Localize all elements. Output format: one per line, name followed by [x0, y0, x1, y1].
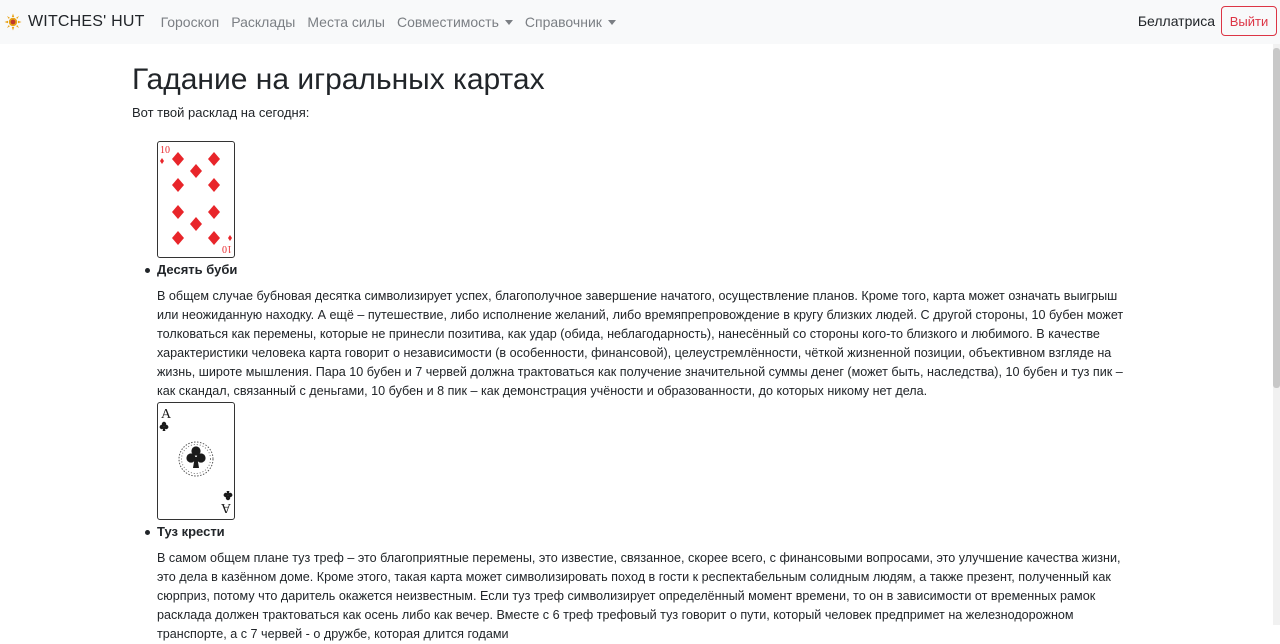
page-scrollbar[interactable] — [1273, 44, 1280, 625]
ace-of-clubs-svg — [158, 403, 234, 519]
card-rank-bottom: A — [220, 500, 231, 515]
caret-down-icon — [608, 20, 616, 25]
scrollbar-thumb[interactable] — [1273, 48, 1280, 388]
card-description: В общем случае бубновая десятка символизирует успех, благополучное завершение начатого, осуществление планов. Кроме того, карта может означать выигрыш или неожиданную находку. А ещё – путешествие, либо исполнение желаний, либо времяпрепровождение в кругу близких людей. С другой стороны, 10 бубен может толковаться как перемены, которые не принесли позитива, как удар (обида, неблагодарность), нанесённый со стороны кого-то близкого и любимого. В качестве характеристики человека карта говорит о независимости (в особенности, финансовой), целеустремлённости, чёткой жизненной позиции, объективном взгляде на жизнь, широте мышления. Пара 10 бубен и 7 червей должна трактоваться как получение значительной суммы денег (может быть, наследства), 10 бубен и туз пик – как скандал, связанный с деньгами, 10 бубен и 8 пик – как демонстрация учёности и образованности, до которых никому нет дела. — [157, 289, 1124, 398]
nav-horoscope-label: Гороскоп — [160, 14, 220, 30]
nav-horoscope[interactable] — [155, 14, 226, 30]
main-content — [132, 44, 1142, 644]
card-rank-top: 10 — [160, 145, 170, 156]
diamond-icon — [172, 205, 184, 219]
nav-reference-dropdown[interactable] — [519, 14, 622, 30]
page-title: Гадание на игральных картах — [132, 63, 545, 96]
diamond-icon — [172, 231, 184, 245]
sun-logo-icon — [4, 13, 22, 31]
caret-down-icon — [505, 20, 513, 25]
card-title: Туз крести — [157, 524, 1142, 540]
card-list — [132, 141, 1142, 644]
ten-of-diamonds-svg — [158, 142, 234, 257]
card-rank-top: A — [161, 407, 172, 422]
ace-of-clubs-card-image — [157, 402, 235, 520]
diamond-icon — [208, 152, 220, 166]
nav-compatibility-label: Совместимость — [396, 14, 499, 30]
club-icon — [224, 491, 233, 500]
nav-spreads-label: Расклады — [231, 14, 296, 30]
diamond-icon — [208, 205, 220, 219]
diamond-icon — [208, 231, 220, 245]
intro-text: Вот твой расклад на сегодня: — [132, 105, 310, 120]
nav-links — [155, 14, 622, 30]
diamond-icon — [172, 152, 184, 166]
brand-name: WITCHES' HUT — [28, 13, 145, 30]
logout-button[interactable]: Выйти — [1221, 6, 1277, 36]
club-icon — [186, 446, 205, 468]
card-rank-bottom: 10 — [222, 243, 232, 254]
top-navbar — [0, 0, 1280, 44]
card-title: Десять буби — [157, 262, 1142, 278]
diamond-icon — [190, 217, 202, 231]
diamond-icon — [208, 178, 220, 192]
club-icon — [160, 422, 169, 431]
nav-places-of-power[interactable] — [301, 14, 391, 30]
nav-places-label: Места силы — [307, 14, 385, 30]
card-description: В самом общем плане туз треф – это благоприятные перемены, это известие, связанное, скорее всего, с финансовыми вопросами, это улучшение качества жизни, это дела в казённом доме. Кроме этого, такая карта может символизировать поход в гости к респектабельным солидным людям, а также презент, полученный как сюрприз, потому что даритель окажется неизвестным. Если туз треф символизирует определённый момент времени, то он в зависимости от временных рамок расклада должен трактоваться как осень либо как вечер. Вместе с 6 треф трефовый туз говорит о пути, который человек предпримет на железнодорожном транспорте, а с 7 червей - о дружбе, которая длится годами — [157, 551, 1121, 641]
diamond-icon — [160, 158, 164, 164]
card-item-ten-of-diamonds — [157, 141, 1142, 401]
nav-spreads[interactable] — [225, 14, 301, 30]
diamond-icon — [190, 164, 202, 178]
nav-reference-label: Справочник — [524, 14, 602, 30]
brand-link[interactable] — [4, 13, 145, 31]
ten-of-diamonds-card-image — [157, 141, 235, 258]
user-name: Беллатриса — [1137, 13, 1215, 29]
diamond-icon — [172, 178, 184, 192]
card-item-ace-of-clubs — [157, 402, 1142, 644]
nav-user-area — [1138, 6, 1277, 36]
diamond-icon — [228, 235, 232, 241]
nav-compatibility-dropdown[interactable] — [391, 14, 519, 30]
